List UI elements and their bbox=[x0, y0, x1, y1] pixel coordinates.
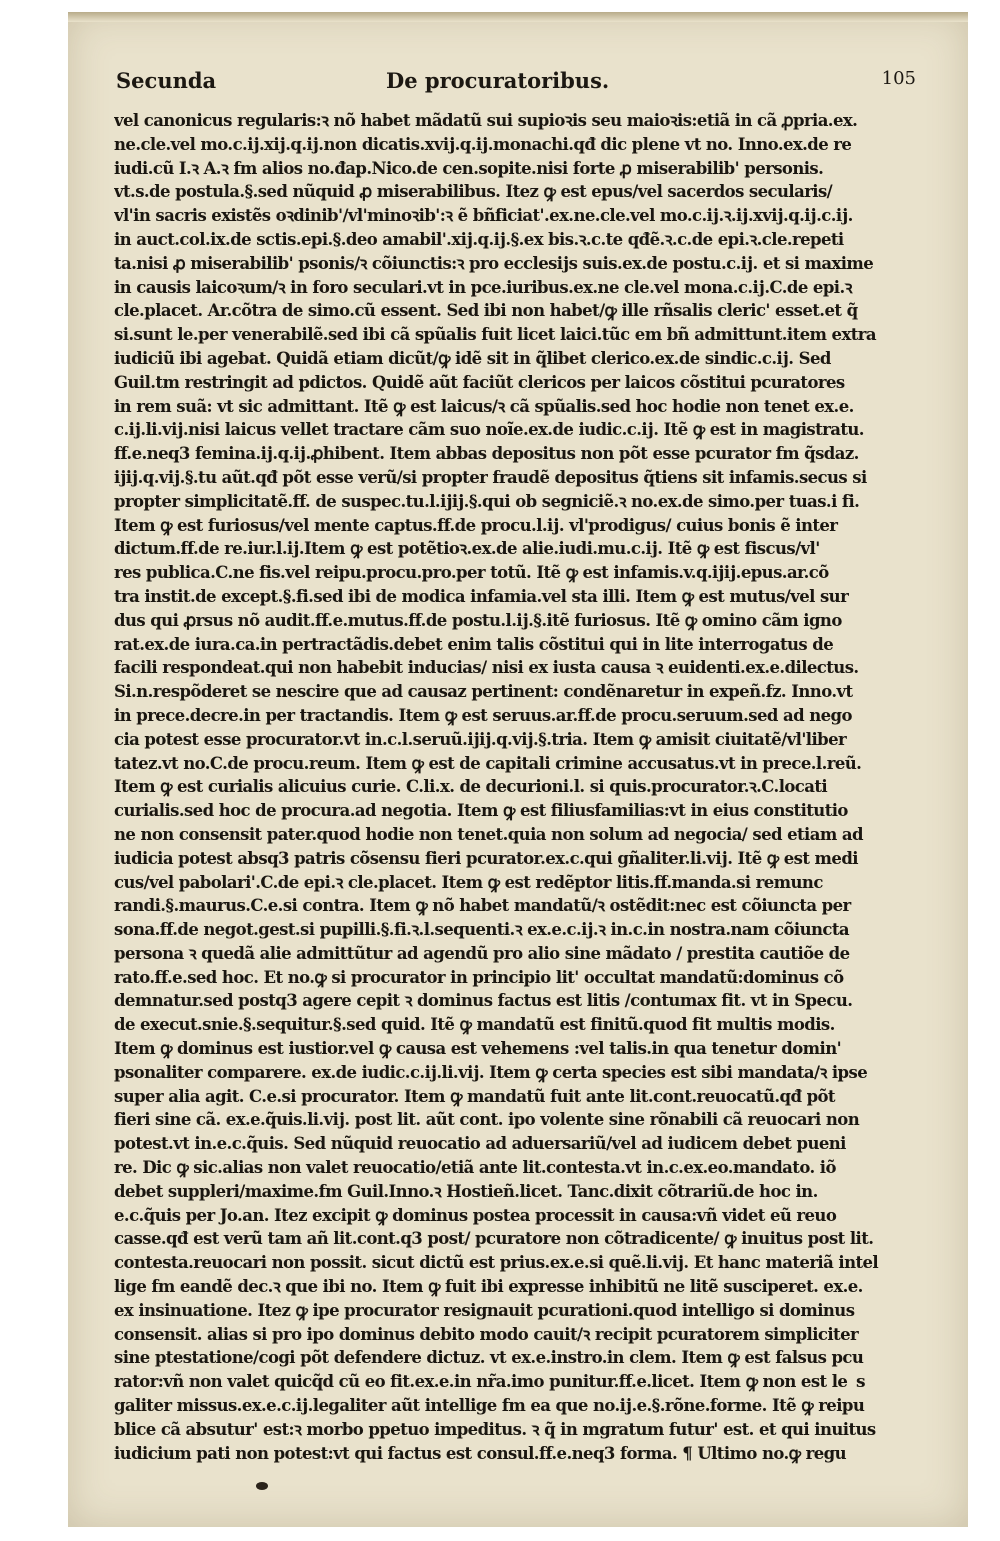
text-line: iudicia potest absq3 patris cõsensu fieri pcurator.ex.c.qui gñaliter.li.vĳ. Itẽ ꝙ est medi bbox=[114, 848, 858, 869]
text-line: in auct.col.ix.de sctis.epi.§.deo amabil'.xĳ.q.ĳ.§.ex bis.ꝛ.c.te qđẽ.ꝛ.c.de epi.ꝛ.cle.repeti bbox=[114, 229, 844, 250]
text-line: si.sunt le.per venerabilẽ.sed ibi cã spũalis fuit licet laici.tũc em bñ admittunt.item extra bbox=[114, 325, 876, 346]
text-line: fieri sine cã. ex.e.q̃uis.li.vĳ. post lit. aũt cont. ipo volente sine rõnabili cã reuocari non bbox=[114, 1110, 860, 1131]
text-line: ta.nisi ꝓ miserabilib' psonis/ꝛ cõiunctis:ꝛ pro ecclesĳs suis.ex.de postu.c.ĳ. et si maxime bbox=[114, 253, 874, 274]
text-line: ex insinuatione. Itez ꝙ ipe procurator resignauit pcurationi.quod intelligo si dominus bbox=[114, 1300, 855, 1321]
signature-mark: s bbox=[856, 1372, 866, 1392]
text-line: potest.vt in.e.c.q̃uis. Sed nũquid reuocatio ad aduersariũ/vel ad iudicem debet pueni bbox=[114, 1134, 846, 1155]
header-left-title: Secunda bbox=[116, 68, 217, 93]
text-line: curialis.sed hoc de procura.ad negotia. Item ꝙ est filiusfamilias:vt in eius constitutio bbox=[114, 801, 848, 822]
text-line: in rem suã: vt sic admittant. Itẽ ꝙ est laicus/ꝛ cã spũalis.sed hoc hodie non tenet ex.e. bbox=[114, 396, 854, 417]
text-line: sine ptestatione/cogi põt defendere dictuz. vt ex.e.instro.in clem. Item ꝙ est falsus pcu bbox=[114, 1348, 864, 1369]
text-line: casse.qđ est verũ tam añ lit.cont.q3 post/ pcuratore non cõtradicente/ ꝙ inuitus post lit. bbox=[114, 1229, 874, 1250]
text-line: persona ꝛ quedã alie admittũtur ad agendũ pro alio sine mãdato / prestita cautiõe de bbox=[114, 943, 850, 964]
text-line: dus qui ꝓrsus nõ audit.ff.e.mutus.ff.de postu.l.ĳ.§.itẽ furiosus. Itẽ ꝙ omino cãm igno bbox=[114, 610, 842, 631]
text-line: ne non consensit pater.quod hodie non tenet.quia non solum ad negocia/ sed etiam ad bbox=[114, 824, 863, 845]
text-line: iudicium pati non potest:vt qui factus est consul.ff.e.neq3 forma. ¶ Ultimo no.ꝙ regu bbox=[114, 1443, 847, 1464]
text-line: tatez.vt no.C.de procu.reum. Item ꝙ est de capitali crimine accusatus.vt in prece.l.reũ. bbox=[114, 753, 862, 774]
text-line: facili respondeat.qui non habebit inducias/ nisi ex iusta causa ꝛ euidenti.ex.e.dilectus. bbox=[114, 658, 859, 679]
text-line: ff.e.neq3 femina.ĳ.q.ĳ.ꝓhibent. Item abbas depositus non põt esse pcurator fm q̃sdaz. bbox=[114, 444, 859, 465]
text-line: e.c.q̃uis per Jo.an. Itez excipit ꝙ dominus postea processit in causa:vñ videt eũ reuo bbox=[114, 1205, 837, 1226]
text-line: cia potest esse procurator.vt in.c.l.seruũ.ĳĳ.q.vĳ.§.tria. Item ꝙ amisit ciuitatẽ/vl'liber bbox=[114, 729, 847, 750]
text-line: res publica.C.ne fis.vel reipu.procu.pro.per totũ. Itẽ ꝙ est infamis.v.q.ĳĳ.epus.ar.cõ bbox=[114, 563, 829, 584]
text-line: Item ꝙ est furiosus/vel mente captus.ff.de procu.l.ĳ. vl'prodigus/ cuius bonis ẽ inter bbox=[114, 515, 838, 536]
text-line: Guil.tm restringit ad pdictos. Quidẽ aũt faciũt clericos per laicos cõstitui pcuratores bbox=[114, 372, 845, 393]
page-top-edge bbox=[68, 12, 968, 22]
text-line: demnatur.sed postq3 agere cepit ꝛ dominus factus est litis /contumax fit. vt in Specu. bbox=[114, 991, 853, 1012]
text-line: tra instit.de except.§.fi.sed ibi de modica infamia.vel sta illi. Item ꝙ est mutus/vel sur bbox=[114, 586, 849, 607]
text-line: vl'in sacris existẽs oꝛdinib'/vl'minoꝛib':ꝛ ẽ bñficiat'.ex.ne.cle.vel mo.c.ĳ.ꝛ.ĳ.xvĳ.q.ĳ.c.ĳ. bbox=[114, 206, 853, 227]
text-line: consensit. alias si pro ipo dominus debito modo cauit/ꝛ recipit pcuratorem simpliciter bbox=[114, 1324, 859, 1345]
page-number: 105 bbox=[881, 68, 916, 89]
text-line: lige fm eandẽ dec.ꝛ que ibi no. Item ꝙ fuit ibi expresse inhibitũ ne litẽ susciperet. ex.e. bbox=[114, 1277, 863, 1298]
text-line: in causis laicoꝛum/ꝛ in foro seculari.vt in pce.iuribus.ex.ne cle.vel mona.c.ĳ.C.de epi.ꝛ bbox=[114, 277, 852, 298]
text-line: iudi.cũ I.ꝛ A.ꝛ fm alios no.đap.Nico.de cen.sopite.nisi forte ꝓ miserabilib' personis. bbox=[114, 158, 824, 179]
text-line: randi.§.maurus.C.e.si contra. Item ꝙ nõ habet mandatũ/ꝛ ostẽdit:nec est cõiuncta per bbox=[114, 896, 851, 917]
text-line: sona.ff.de negot.gest.si pupilli.§.fi.ꝛ.l.sequenti.ꝛ ex.e.c.ĳ.ꝛ in.c.in nostra.nam cõiuncta bbox=[114, 920, 850, 941]
text-line: rato.ff.e.sed hoc. Et no.ꝙ si procurator in principio lit' occultat mandatũ:dominus cõ bbox=[114, 967, 844, 988]
text-line: psonaliter comparere. ex.de iudic.c.ĳ.li.vĳ. Item ꝙ certa species est sibi mandata/ꝛ ipse bbox=[114, 1062, 868, 1083]
running-header bbox=[116, 68, 916, 98]
text-line: vel canonicus regularis:ꝛ nõ habet mãdatũ sui supioꝛis seu maioꝛis:etiã in cã ꝓpria.ex. bbox=[114, 111, 858, 131]
text-line: vt.s.de postula.§.sed nũquid ꝓ miserabilibus. Itez ꝙ est epus/vel sacerdos secularis/ bbox=[114, 182, 833, 203]
text-line: galiter missus.ex.e.c.ĳ.legaliter aũt intellige fm ea que no.ĳ.e.§.rõne.forme. Itẽ ꝙ reipu bbox=[114, 1396, 865, 1417]
text-line: debet suppleri/maxime.fm Guil.Inno.ꝛ Hostieñ.licet. Tanc.dixit cõtrariũ.de hoc in. bbox=[114, 1181, 818, 1202]
text-line: cle.placet. Ar.cõtra de simo.cũ essent. Sed ibi non habet/ꝙ ille rñsalis cleric' esset.et q̃ bbox=[114, 301, 858, 322]
text-line: iudiciũ ibi agebat. Quidã etiam dicũt/ꝙ idẽ sit in q̃libet clerico.ex.de sindic.c.ĳ. Sed bbox=[114, 348, 831, 369]
ink-blot bbox=[256, 1482, 268, 1490]
text-line: rat.ex.de iura.ca.in pertractãdis.debet enim talis cõstitui qui in lite interrogatus de bbox=[114, 634, 834, 655]
text-line: propter simplicitatẽ.ff. de suspec.tu.l.ĳĳ.§.qui ob segniciẽ.ꝛ no.ex.de simo.per tuas.i fi. bbox=[114, 491, 860, 512]
text-line: ne.cle.vel mo.c.ĳ.xĳ.q.ĳ.non dicatis.xvĳ.q.ĳ.monachi.qđ dic plene vt no. Inno.ex.de re bbox=[114, 134, 852, 155]
text-line: ĳĳ.q.vĳ.§.tu aũt.qđ põt esse verũ/si propter fraudẽ depositus q̃tiens sit infamis.secus si bbox=[114, 467, 867, 488]
text-line: de execut.snie.§.sequitur.§.sed quid. Itẽ ꝙ mandatũ est finitũ.quod fit multis modis. bbox=[114, 1015, 835, 1036]
text-line: cus/vel pabolari'.C.de epi.ꝛ cle.placet. Item ꝙ est redẽptor litis.ff.manda.si remunc bbox=[114, 872, 823, 893]
body-text bbox=[114, 110, 924, 1466]
text-line: re. Dic ꝙ sic.alias non valet reuocatio/etiã ante lit.contesta.vt in.c.ex.eo.mandato. iõ bbox=[114, 1158, 836, 1179]
header-center-title: De procuratoribus. bbox=[386, 68, 610, 93]
text-line: dictum.ff.de re.iur.l.ĳ.Item ꝙ est potẽtioꝛ.ex.de alie.iudi.mu.c.ĳ. Itẽ ꝙ est fiscus/vl' bbox=[114, 539, 820, 560]
text-line: in prece.decre.in per tractandis. Item ꝙ est seruus.ar.ff.de procu.seruum.sed ad nego bbox=[114, 705, 852, 726]
text-line: Item ꝙ est curialis alicuius curie. C.li.x. de decurioni.l. si quis.procurator.ꝛ.C.locati bbox=[114, 777, 828, 798]
text-line: super alia agit. C.e.si procurator. Item ꝙ mandatũ fuit ante lit.cont.reuocatũ.qđ põt bbox=[114, 1086, 835, 1107]
text-line: Item ꝙ dominus est iustior.vel ꝙ causa est vehemens :vel talis.in qua tenetur domin' bbox=[114, 1039, 842, 1060]
text-line: Si.n.respõderet se nescire que ad causaz pertinent: condẽnaretur in expeñ.fz. Inno.vt bbox=[114, 682, 853, 703]
text-line: contesta.reuocari non possit. sicut dictũ est prius.ex.e.si quẽ.li.vĳ. Et hanc materiã intel bbox=[114, 1253, 879, 1274]
text-line: c.ĳ.li.vĳ.nisi laicus vellet tractare cãm suo noĩe.ex.de iudic.c.ĳ. Itẽ ꝙ est in magistratu. bbox=[114, 420, 864, 441]
text-line: rator:vñ non valet quicq̃d cũ eo fit.ex.e.in nr̃a.imo punitur.ff.e.licet. Item ꝙ non est le bbox=[114, 1372, 848, 1393]
text-line: blice cã absutur' est:ꝛ morbo ppetuo impeditus. ꝛ q̃ in mgratum futur' est. et qui inuitus bbox=[114, 1419, 876, 1440]
book-page bbox=[68, 12, 968, 1527]
